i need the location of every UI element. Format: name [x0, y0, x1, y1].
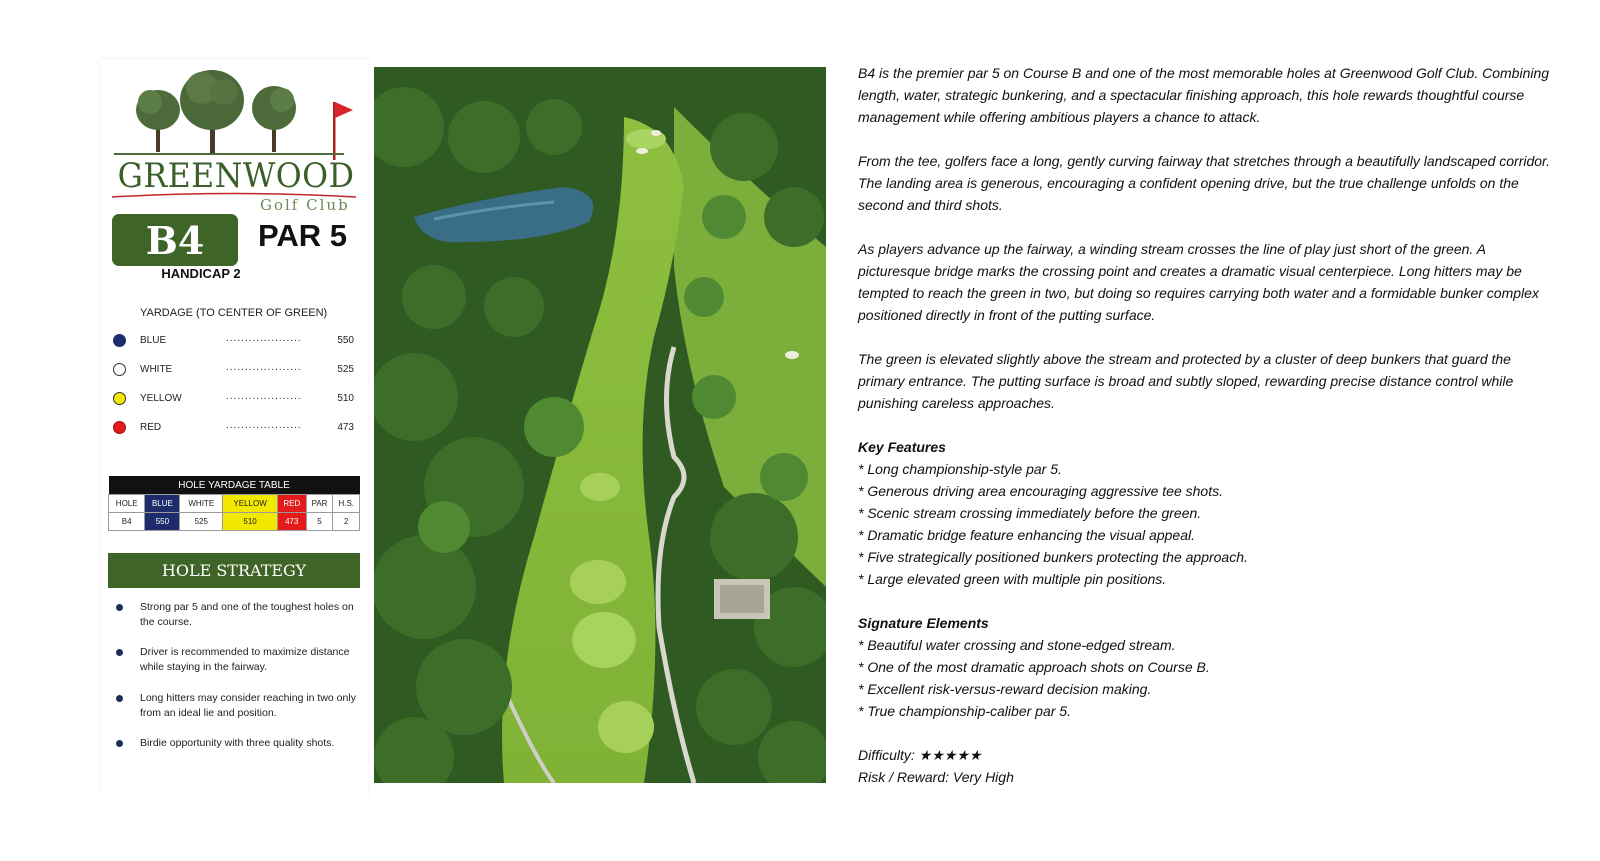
- table-cell: 510: [223, 513, 278, 531]
- table-header-cell: HOLE: [109, 495, 145, 513]
- list-item: * One of the most dramatic approach shots on Course B.: [858, 659, 1210, 675]
- list-item: * Beautiful water crossing and stone-edged stream.: [858, 637, 1176, 653]
- description-paragraph: As players advance up the fairway, a winding stream crosses the line of play just short of the green. A picturesque bridge marks the crossing point and creates a dramatic visual centerpiece. Long hitters may be tempted to reach the green in two, but doing so requires carrying both water and a formidable bunker complex positioned directly in front of the putting surface.: [858, 241, 1539, 323]
- signature-elements-section: [858, 612, 1558, 722]
- tee-name: YELLOW: [140, 393, 182, 404]
- difficulty-rating: Difficulty: ★★★★★: [858, 747, 982, 763]
- description-paragraph: B4 is the premier par 5 on Course B and one of the most memorable holes at Greenwood Golf Club. Combining length, water, strategic bunkering, and a spectacular finishing approach, this hole rewards thoughtful course management while offering ambitious players a chance to attack.: [858, 65, 1550, 125]
- strategy-text: Strong par 5 and one of the toughest holes on the course.: [140, 601, 354, 628]
- club-name: GREENWOOD: [117, 156, 355, 196]
- risk-reward-rating: Risk / Reward: Very High: [858, 769, 1014, 785]
- list-item: * Five strategically positioned bunkers protecting the approach.: [858, 549, 1248, 565]
- table-caption-row: [109, 476, 360, 495]
- table-cell: 550: [145, 513, 180, 531]
- table-header-cell: PAR: [306, 495, 333, 513]
- key-features-section: [858, 436, 1558, 590]
- club-subtitle: Golf Club: [260, 196, 350, 214]
- hole-number-badge: B4: [112, 214, 238, 266]
- leader-dots: ....................: [226, 420, 302, 431]
- par-label: PAR 5: [258, 218, 348, 253]
- table-row: [109, 513, 360, 531]
- handicap-label: [100, 266, 368, 281]
- table-cell: B4: [109, 513, 145, 531]
- list-item: * Scenic stream crossing immediately before the green.: [858, 505, 1202, 521]
- leader-dots: ....................: [226, 333, 302, 344]
- signature-elements-title: Signature Elements: [858, 615, 989, 631]
- tee-row-yellow: [112, 391, 354, 409]
- tee-yardage: 525: [337, 364, 354, 375]
- table-caption: HOLE YARDAGE TABLE: [109, 476, 360, 495]
- strategy-text: Long hitters may consider reaching in two only from an ideal lie and position.: [140, 692, 356, 719]
- hole-info-card: [100, 60, 368, 800]
- leader-dots: ....................: [226, 362, 302, 373]
- tee-name: RED: [140, 422, 162, 433]
- hole-strategy-header: HOLE STRATEGY: [108, 553, 360, 588]
- strategy-text: Driver is recommended to maximize distance while staying in the fairway.: [140, 646, 350, 673]
- description-paragraph: From the tee, golfers face a long, gently curving fairway that stretches through a beautifully landscaped corridor. The landing area is generous, encouraging a confident opening drive, but the true challenge unfolds on the second and third shots.: [858, 153, 1551, 213]
- tee-name: BLUE: [140, 335, 167, 346]
- bullet-icon: [116, 695, 123, 702]
- list-item: * Large elevated green with multiple pin positions.: [858, 571, 1167, 587]
- strategy-text: Birdie opportunity with three quality shots.: [140, 737, 335, 749]
- table-header-cell: RED: [278, 495, 307, 513]
- hole-aerial-photo: [374, 67, 826, 783]
- tee-row-white: [112, 362, 354, 380]
- tee-row-red: [112, 420, 354, 438]
- table-cell: 525: [180, 513, 223, 531]
- table-header-row: [109, 495, 360, 513]
- handicap-text: HANDICAP 2: [161, 266, 241, 281]
- tee-row-blue: [112, 333, 354, 351]
- bullet-icon: [116, 604, 123, 611]
- table-header-cell: BLUE: [145, 495, 180, 513]
- list-item: * True championship-caliber par 5.: [858, 703, 1071, 719]
- table-cell: 2: [333, 513, 360, 531]
- tee-yardage: 473: [337, 422, 354, 433]
- leader-dots: ....................: [226, 391, 302, 402]
- blue-tee-icon: [113, 334, 126, 347]
- table-cell: 473: [278, 513, 307, 531]
- description-paragraph: The green is elevated slightly above the stream and protected by a cluster of deep bunkers that guard the primary entrance. The putting surface is broad and subtly sloped, rewarding precise distance control while punishing careless approaches.: [858, 351, 1514, 411]
- list-item: * Long championship-style par 5.: [858, 461, 1062, 477]
- bullet-icon: [116, 649, 123, 656]
- hole-description: [858, 62, 1558, 788]
- list-item: * Generous driving area encouraging aggressive tee shots.: [858, 483, 1223, 499]
- red-tee-icon: [113, 421, 126, 434]
- white-tee-icon: [113, 363, 126, 376]
- yardage-title: YARDAGE (TO CENTER OF GREEN): [140, 307, 328, 319]
- tee-name: WHITE: [140, 364, 173, 375]
- tee-yardage: 510: [337, 393, 354, 404]
- yellow-tee-icon: [113, 392, 126, 405]
- key-features-title: Key Features: [858, 439, 946, 455]
- bullet-icon: [116, 740, 123, 747]
- list-item: * Dramatic bridge feature enhancing the visual appeal.: [858, 527, 1195, 543]
- table-header-cell: WHITE: [180, 495, 223, 513]
- list-item: * Excellent risk-versus-reward decision making.: [858, 681, 1152, 697]
- hole-yardage-table: [108, 476, 360, 531]
- table-header-cell: YELLOW: [223, 495, 278, 513]
- table-header-cell: H.S.: [333, 495, 360, 513]
- tee-yardage: 550: [337, 335, 354, 346]
- table-cell: 5: [306, 513, 333, 531]
